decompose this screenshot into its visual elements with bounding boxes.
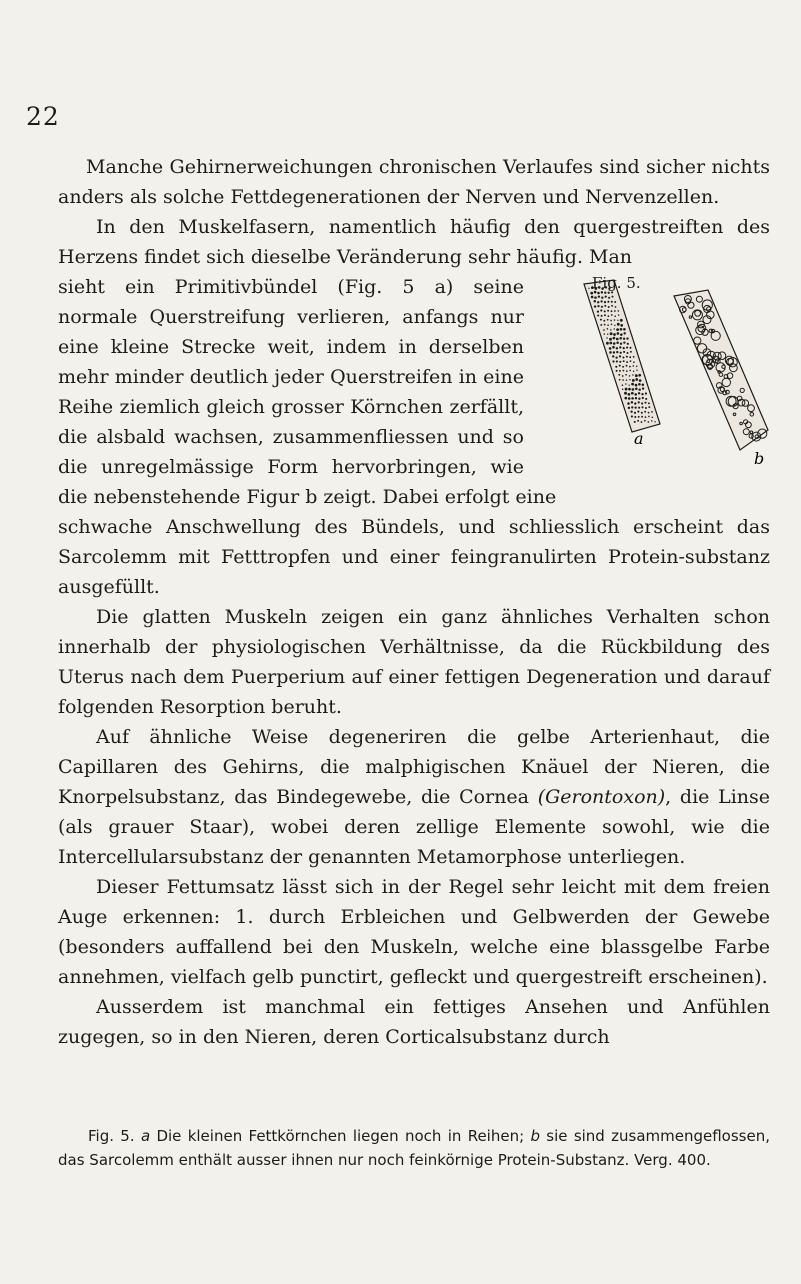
granule-a (619, 361, 621, 363)
granule-a (651, 420, 653, 422)
page-number: 22 (26, 102, 60, 131)
granule-a (631, 397, 634, 400)
granule-a (609, 338, 612, 341)
granule-a (618, 314, 620, 316)
granule-a (614, 325, 615, 326)
granule-a (645, 407, 647, 409)
granule-a (610, 329, 612, 331)
granule-a (634, 402, 636, 404)
granule-a (617, 323, 620, 326)
granule-a (614, 301, 616, 303)
granule-a (610, 332, 613, 335)
granule-a (611, 301, 613, 303)
granule-a (639, 379, 642, 382)
granule-a (632, 379, 635, 382)
figure-caption (58, 1124, 770, 1172)
caption-a: a (140, 1127, 151, 1145)
granule-a (633, 356, 635, 358)
granule-a (617, 320, 618, 321)
granule-a (628, 407, 630, 409)
granule-a (604, 301, 606, 303)
granule-a (625, 388, 628, 391)
granule-a (614, 319, 616, 321)
granule-a (613, 342, 616, 345)
granule-a (633, 361, 635, 363)
granule-a (634, 393, 637, 396)
granule-a (645, 398, 647, 400)
granule-a (617, 332, 620, 335)
granule-a (600, 300, 602, 302)
granule-a (623, 337, 625, 339)
granule-a (654, 421, 655, 422)
granule-a (606, 337, 607, 338)
granule-a (645, 416, 647, 418)
granule-a (641, 416, 643, 418)
granule-a (632, 365, 634, 367)
granule-a (623, 347, 625, 349)
granule-a (623, 370, 625, 372)
granule-a (631, 406, 633, 408)
granule-a (604, 314, 606, 316)
granule-a (603, 329, 605, 331)
granule-a (628, 397, 631, 400)
granule-a (630, 411, 632, 413)
granule-a (622, 379, 624, 381)
granule-a (636, 370, 637, 371)
granule-a (630, 351, 632, 353)
granule-a (638, 374, 641, 377)
figure-part-b-label: b (754, 449, 765, 466)
granule-a (616, 342, 619, 345)
granule-a (645, 392, 647, 394)
granule-a (641, 402, 643, 404)
granule-a (615, 366, 617, 368)
figure-5 (532, 274, 770, 466)
granule-a (616, 360, 618, 362)
granule-a (626, 347, 628, 349)
granule-a (627, 402, 630, 405)
granule-a (609, 347, 612, 350)
granule-a (600, 319, 602, 321)
granule-a (608, 306, 610, 308)
granule-a (616, 370, 618, 372)
granule-a (635, 374, 638, 377)
granule-a (600, 324, 602, 326)
granule-a (647, 421, 649, 423)
granule-a (626, 361, 628, 363)
granule-a (622, 375, 624, 377)
granule-a (609, 351, 612, 354)
granule-a (588, 288, 589, 289)
granule-a (638, 416, 640, 418)
granule-a (632, 374, 633, 375)
paragraph-5: Dieser Fettumsatz lässt sich in der Regel sehr leicht mit dem freien Auge erkennen: 1. durch Erbleichen und Gelbwerden der Gewebe (besonders auffallend bei den Muskeln, welche eine blassgelbe Farbe annehmen, vielfach gelb punctirt, gefleckt und quergestreift erscheinen). (58, 876, 770, 988)
granule-a (609, 342, 612, 345)
granule-a (634, 416, 636, 418)
granule-a (594, 300, 597, 303)
fiber-a (584, 280, 660, 432)
granule-a (652, 417, 654, 419)
granule-a (633, 371, 635, 373)
granule-a (626, 379, 628, 381)
granule-a (619, 346, 621, 348)
granule-a (604, 310, 606, 312)
granule-a (641, 393, 643, 395)
figure-label: Fig. 5. (592, 274, 641, 292)
granule-a (619, 365, 621, 367)
granule-a (628, 393, 631, 396)
paragraph-1: Manche Gehirnerweichungen chronischen Verlaufes sind sicher nichts anders als solche Fettdegenerationen der Nerven und Nervenzellen. (58, 156, 770, 208)
caption-lead: Fig. 5. (88, 1127, 135, 1145)
granule-a (606, 342, 609, 345)
granule-a (626, 352, 628, 354)
caption-text-b: sie sind zusammengeflossen, das Sarcolemm enthält ausser ihnen nur noch feinkörnige Protein-Substanz. Verg. 400. (58, 1127, 770, 1169)
granule-a (625, 374, 627, 376)
granule-a (623, 351, 625, 353)
paragraph-2-start: In den Muskelfasern, namentlich häufig den quergestreiften des Herzens findet sich dieselbe Veränderung sehr häufig. Man (58, 216, 770, 268)
granule-a (601, 315, 603, 317)
granule-a (629, 379, 630, 380)
granule-a (594, 305, 596, 307)
granule-a (637, 411, 639, 413)
granule-a (613, 333, 616, 336)
granule-a (607, 324, 609, 326)
granule-a (616, 338, 619, 341)
granule-a (607, 328, 609, 330)
granule-a (620, 352, 622, 354)
granule-a (612, 346, 615, 349)
granule-a (638, 383, 641, 386)
granule-a (628, 388, 631, 391)
granule-a (619, 379, 621, 381)
granule-a (648, 416, 650, 418)
granule-a (631, 401, 633, 403)
granule-a (597, 301, 599, 303)
granule-a (604, 305, 606, 307)
granule-a (613, 351, 615, 353)
granule-a (627, 343, 629, 345)
granule-a (638, 398, 640, 400)
caption-b: b (530, 1127, 540, 1145)
paragraph-3: Die glatten Muskeln zeigen ein ganz ähnliches Verhalten schon innerhalb der physiologischen Verhältnisse, da die Rückbildung des Uterus nach dem Puerperium auf einer fettigen Degeneration und darauf folgenden Resorption beruht. (58, 606, 770, 718)
granule-a (611, 305, 613, 307)
granule-a (620, 343, 622, 345)
granule-a (597, 310, 599, 312)
granule-a (619, 355, 621, 357)
granule-a (641, 421, 643, 423)
granule-a (616, 347, 618, 349)
granule-a (607, 319, 609, 321)
granule-a (644, 420, 646, 422)
granule-a (629, 375, 631, 377)
granule-a (642, 387, 644, 389)
paragraph-4 (58, 722, 770, 872)
granule-a (641, 412, 643, 414)
paragraph-2-wrapped: sieht ein Primitivbündel (Fig. 5 a) seine normale Querstreifung verlieren, anfangs nur eine kleine Strecke weit, indem in derselben mehr minder deutlich jeder Querstreifen in eine Reihe ziemlich gleich grosser Körnchen zerfällt, die alsbald wachsen, zusammenfliessen und so die unregelmässige Form hervorbringen, wie die nebenstehende Figur b zeigt. Dabei erfolgt eine (58, 276, 557, 508)
granule-a (629, 356, 631, 358)
granule-a (644, 411, 646, 413)
figure-part-a-label: a (634, 429, 644, 448)
granule-a (625, 383, 627, 385)
granule-a (619, 337, 622, 340)
granule-a (616, 328, 619, 331)
granule-a (612, 360, 614, 362)
granule-a (623, 341, 625, 343)
granule-a (622, 384, 624, 386)
granule-a (638, 407, 640, 409)
granule-a (597, 314, 599, 316)
granule-a (634, 421, 636, 423)
granule-a (611, 324, 613, 326)
fiber-b (674, 290, 768, 450)
granule-a (615, 306, 617, 308)
granule-a (614, 315, 616, 317)
granule-a (638, 388, 640, 390)
granule-a (616, 351, 618, 353)
granule-a (597, 305, 599, 307)
granule-a (629, 370, 631, 372)
granule-a (611, 310, 613, 312)
granule-a (637, 420, 639, 422)
granule-a (635, 406, 637, 408)
body-text (58, 152, 770, 1052)
granule-a (641, 406, 643, 408)
paragraph-6: Ausserdem ist manchmal ein fettiges Ansehen und Anfühlen zugegen, so in den Nieren, deren Corticalsubstanz durch (58, 996, 770, 1048)
granule-a (626, 370, 628, 372)
granule-a (648, 412, 650, 414)
caption-text-a: Die kleinen Fettkörnchen liegen noch in Reihen; (150, 1127, 531, 1145)
granule-a (626, 365, 628, 367)
granule-a (648, 402, 650, 404)
granule-a (620, 324, 623, 327)
paragraph-2-end: schwache Anschwellung des Bündels, und schliesslich erscheint das Sarcolemm mit Fetttropfen und einer feingranulirten Protein-substanz ausgefüllt. (58, 516, 770, 598)
granule-a (626, 356, 628, 358)
granule-a (624, 392, 627, 395)
granule-a (635, 384, 638, 387)
granule-a (642, 397, 644, 399)
granule-a (635, 397, 637, 399)
granule-a (604, 333, 606, 335)
granule-a (622, 366, 624, 368)
granule-a (614, 328, 615, 329)
granule-a (620, 319, 623, 322)
granule-a (615, 356, 617, 358)
granule-a (622, 389, 623, 390)
granule-a (638, 401, 640, 403)
granule-a (642, 384, 645, 387)
granule-a (631, 392, 634, 395)
granule-a (629, 366, 631, 368)
granule-a (631, 415, 633, 417)
granule-a (607, 301, 609, 303)
granule-a (617, 310, 619, 312)
granule-a (623, 328, 626, 331)
paragraph-4-part-a: Auf ähnliche Weise degeneriren die gelbe Arterienhaut, die Capillaren des Gehirns, die malphigischen Knäuel der Nieren, die Knorpelsubstanz, das Bindegewebe, die Cornea (58, 726, 770, 808)
granule-a (635, 378, 638, 381)
granule-a (613, 337, 616, 340)
granule-a (620, 328, 623, 331)
granule-a (635, 388, 638, 391)
granule-a (651, 411, 653, 413)
muscle-fiber-illustration (532, 274, 770, 466)
granule-a (630, 360, 632, 362)
granule-a (600, 309, 602, 311)
granule-a (631, 383, 634, 386)
granule-a (629, 347, 631, 349)
granule-a (610, 320, 612, 322)
granule-a (626, 337, 628, 339)
granule-a (619, 370, 621, 372)
granule-a (608, 315, 610, 317)
granule-a (623, 360, 625, 362)
granule-a (629, 385, 630, 386)
granule-a (601, 306, 603, 308)
granule-a (648, 406, 650, 408)
granule-a (604, 324, 606, 326)
paragraph-4-italic: (Gerontoxon) (537, 786, 666, 808)
granule-a (644, 402, 646, 404)
granule-a (622, 356, 624, 358)
granule-a (614, 310, 616, 312)
paragraph-4-part-b: , die Linse (als grauer Staar), wobei deren zellige Elemente sowohl, wie die Intercellularsubstanz der genannten Metamorphose unterliegen. (58, 786, 771, 868)
granule-a (611, 314, 613, 316)
granule-a (603, 320, 605, 322)
granule-a (618, 374, 620, 376)
granule-a (612, 355, 614, 357)
granule-a (607, 333, 608, 334)
granule-a (623, 332, 625, 334)
paragraph-2-wrapped-block (58, 272, 770, 512)
granule-a (636, 366, 638, 368)
granule-a (620, 333, 623, 336)
granule-a (634, 412, 636, 414)
granule-a (632, 388, 635, 391)
granule-a (638, 392, 640, 394)
granule-a (607, 310, 609, 312)
granule-a (624, 397, 627, 400)
